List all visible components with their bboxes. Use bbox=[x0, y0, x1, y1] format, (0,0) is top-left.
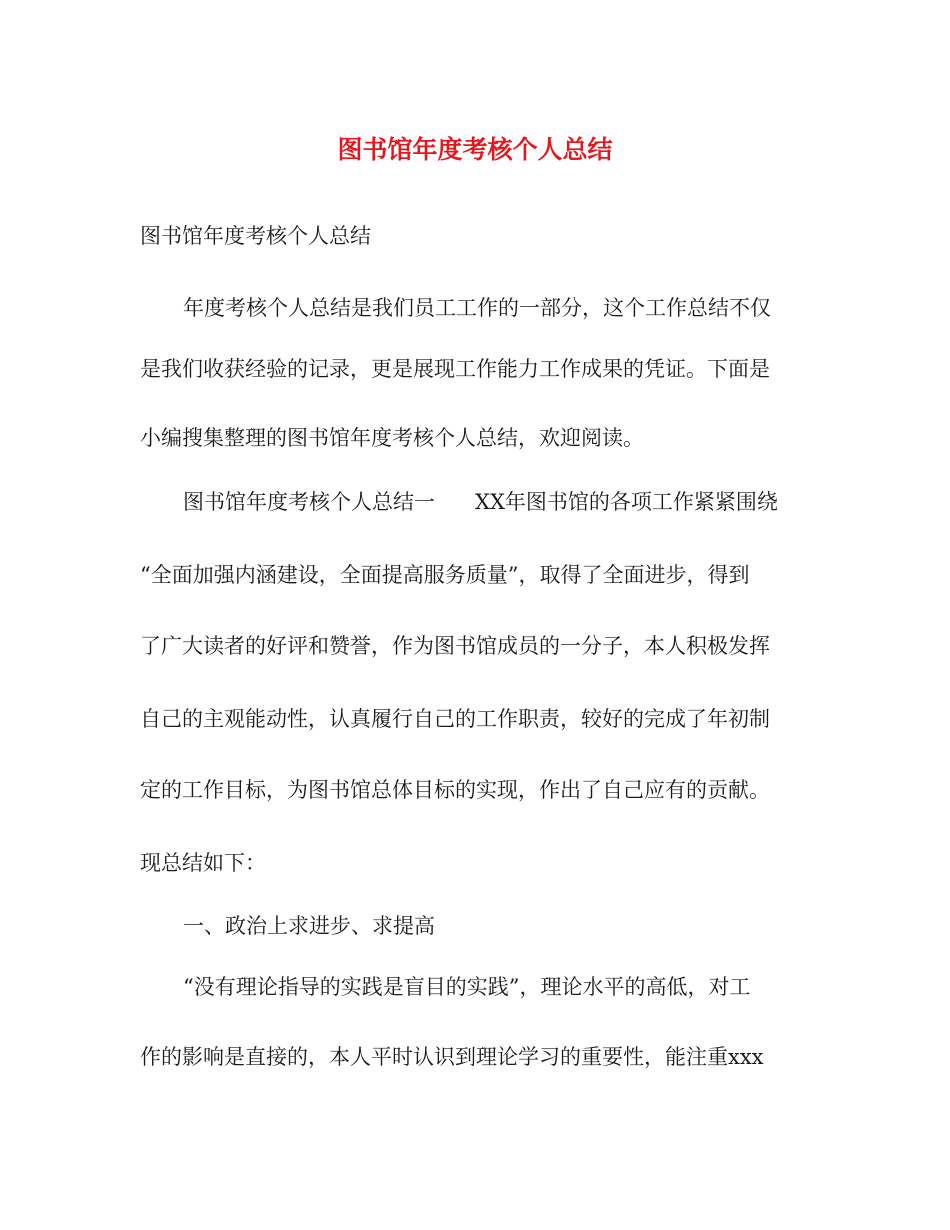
section-one-line: 自己的主观能动性，认真履行自己的工作职责，较好的完成了年初制 bbox=[140, 707, 770, 731]
intro-line: 年度考核个人总结是我们员工工作的一部分，这个工作总结不仅 bbox=[183, 296, 771, 320]
section-one-first-line bbox=[183, 488, 823, 516]
intro-line: 是我们收获经验的记录，更是展现工作能力工作成果的凭证。下面是 bbox=[140, 357, 770, 381]
section-one-line: 定的工作目标，为图书馆总体目标的实现，作出了自己应有的贡献。 bbox=[140, 778, 770, 802]
document-title: 图书馆年度考核个人总结 bbox=[337, 135, 613, 164]
intro-line: 小编搜集整理的图书馆年度考核个人总结，欢迎阅读。 bbox=[140, 426, 644, 450]
section-one-line: “全面加强内涵建设，全面提高服务质量”，取得了全面进步，得到 bbox=[140, 563, 750, 587]
document-subtitle: 图书馆年度考核个人总结 bbox=[140, 224, 371, 248]
section-one-heading: 图书馆年度考核个人总结一 bbox=[183, 490, 435, 514]
part-one-line: 作的影响是直接的，本人平时认识到理论学习的重要性，能注重xxx bbox=[140, 1045, 764, 1069]
section-one-line: XX年图书馆的各项工作紧紧围绕 bbox=[475, 490, 778, 514]
section-one-line: 现总结如下： bbox=[140, 851, 266, 875]
part-one-line: “没有理论指导的实践是盲目的实践”，理论水平的高低，对工 bbox=[183, 975, 751, 999]
part-one-heading: 一、政治上求进步、求提高 bbox=[183, 914, 435, 938]
section-one-line: 了广大读者的好评和赞誉，作为图书馆成员的一分子，本人积极发挥 bbox=[140, 634, 770, 658]
